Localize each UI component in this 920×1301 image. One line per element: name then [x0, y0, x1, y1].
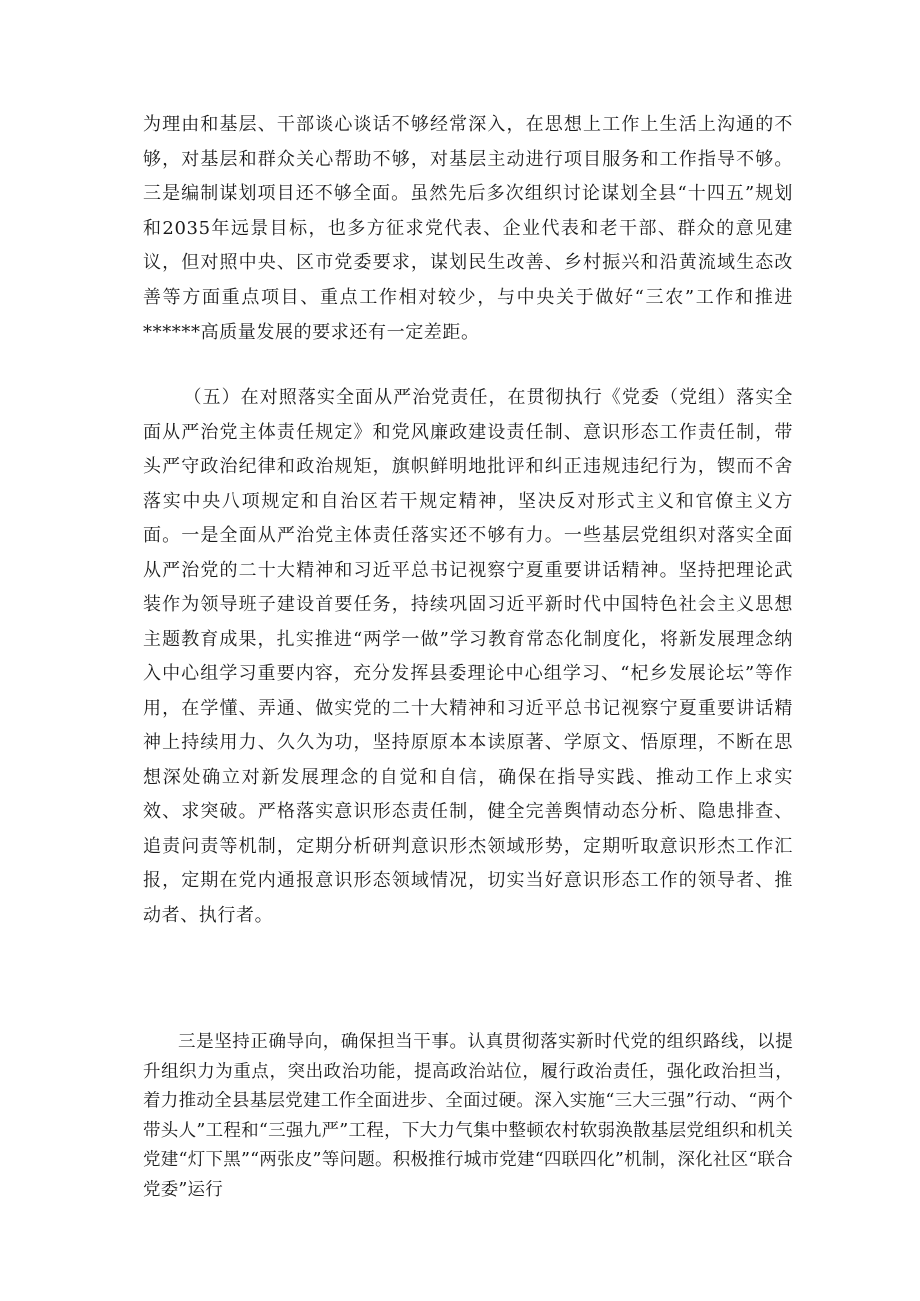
paragraph-point-three: 三是坚持正确导向，确保担当干事。认真贯彻落实新时代党的组织路线，以提升组织力为重点，突出政治功能，提高政治站位，履行政治责任，强化政治担当，着力推动全县基层党建工作全面进步、全面过硬。深入实施“三大三强”行动、“两个带头人”工程和“三强九严”工程，下大力气集中整顿农村软弱涣散基层党组织和机关党建“灯下黑”“两张皮”等问题。积极推行城市党建“四联四化”机制，深化社区“联合党委”运行: [143, 1032, 793, 1200]
paragraph-continuation: 为理由和基层、干部谈心谈话不够经常深入，在思想上工作上生活上沟通的不够，对基层和群众关心帮助不够，对基层主动进行项目服务和工作指导不够。三是编制谋划项目还不够全面。虽然先后多次组织讨论谋划全县“十四五”规划和2035年远景目标，也多方征求党代表、企业代表和老干部、群众的意见建议，但对照中央、区市党委要求，谋划民生改善、乡村振兴和沿黄流域生态改善等方面重点项目、重点工作相对较少，与中央关于做好“三农”工作和推进******高质量发展的要求还有一定差距。: [143, 114, 793, 343]
paragraph-section-five: （五）在对照落实全面从严治党责任，在贯彻执行《党委（党组）落实全面从严治党主体责任规定》和党风廉政建设责任制、意识形态工作责任制，带头严守政治纪律和政治规矩，旗帜鲜明地批评和纠正违规违纪行为，锲而不舍落实中央八项规定和自治区若干规定精神，坚决反对形式主义和官僚主义方面。一是全面从严治党主体责任落实还不够有力。一些基层党组织对落实全面从严治党的二十大精神和习近平总书记视察宁夏重要讲话精神。坚持把理论武装作为领导班子建设首要任务，持续巩固习近平新时代中国特色社会主义思想主题教育成果，扎实推进“两学一做”学习教育常态化制度化，将新发展理念纳入中心组学习重要内容，充分发挥县委理论中心组学习、“杞乡发展论坛”等作用，在学懂、弄通、做实党的二十大精神和习近平总书记视察宁夏重要讲话精神上持续用力、久久为功，坚持原原本本读原著、学原文、悟原理，不断在思想深处确立对新发展理念的自觉和自信，确保在指导实践、推动工作上求实效、求突破。严格落实意识形态责任制，健全完善舆情动态分析、隐患排查、追责问责等机制，定期分析研判意识形杰领域形势，定期听取意识形杰工作汇报，定期在党内通报意识形态领域情况，切实当好意识形态工作的领导者、推动者、执行者。: [143, 387, 793, 926]
